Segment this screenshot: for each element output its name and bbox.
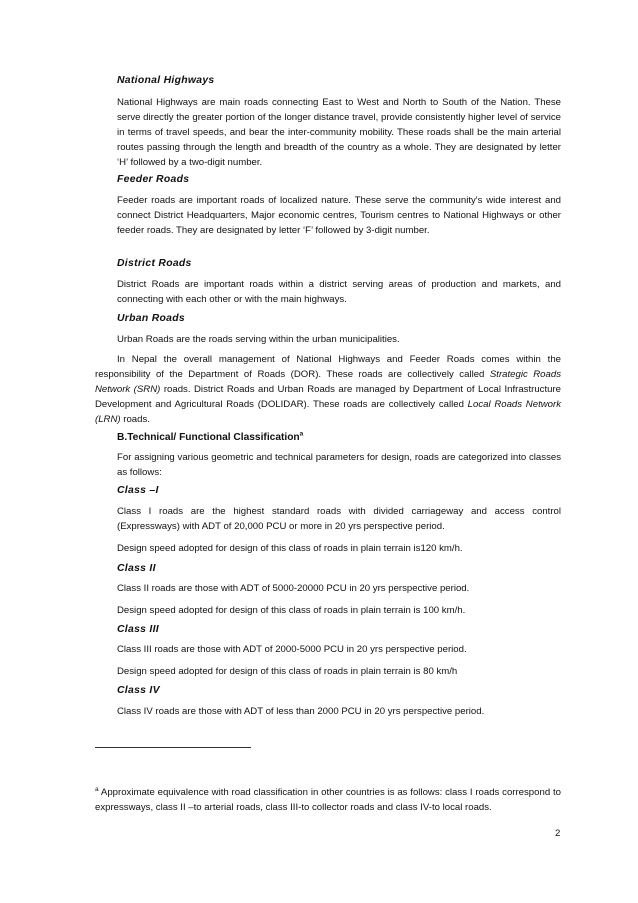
nepal-text-part-3: roads. [120,414,150,425]
class-3-heading: Class III [117,624,159,635]
srn-term: Strategic Roads Network (SRN) [95,369,561,395]
technical-classification-heading [117,432,303,443]
class-2-design-speed: Design speed adopted for design of this class of roads in plain terrain is 100 km/h. [117,605,466,616]
footnote [95,785,561,815]
footnote-mark: a [95,785,99,793]
urban-roads-paragraph: Urban Roads are the roads serving within the urban municipalities. [117,334,400,345]
feeder-roads-heading: Feeder Roads [117,174,190,185]
nepal-management-paragraph [95,352,561,427]
class-4-heading: Class IV [117,685,160,696]
class-3-design-speed: Design speed adopted for design of this class of roads in plain terrain is 80 km/h [117,666,458,677]
footnote-reference: a [299,430,304,438]
technical-classification-title: B.Technical/ Functional Classification [117,432,300,443]
footnote-text: Approximate equivalence with road classification in other countries is as follows: class I roads correspond to expressways, class II –to arterial roads, class III-to collector roads and class IV-to local roads. [95,787,561,813]
class-1-design-speed: Design speed adopted for design of this class of roads in plain terrain is120 km/h. [117,543,463,554]
page-number: 2 [555,828,561,839]
district-roads-paragraph: District Roads are important roads within a district serving areas of production and markets, and connecting with each other or with the main highways. [117,279,561,305]
class-3-paragraph: Class III roads are those with ADT of 2000-5000 PCU in 20 yrs perspective period. [117,644,467,655]
urban-roads-heading: Urban Roads [117,313,185,324]
class-2-paragraph: Class II roads are those with ADT of 5000-20000 PCU in 20 yrs perspective period. [117,583,470,594]
district-roads-heading: District Roads [117,258,192,269]
class-2-heading: Class II [117,563,156,574]
class-1-paragraph: Class I roads are the highest standard roads with divided carriageway and access control (Expressways) with ADT of 20,000 PCU or more in 20 yrs perspective period. [117,506,561,532]
national-highways-paragraph: National Highways are main roads connecting East to West and North to South of the Nation. These serve directly the greater portion of the longer distance travel, provide consistently higher level of service in terms of travel speeds, and bear the inter-community mobility. These roads shall be the main arterial routes passing through the length and breadth of the country as a whole. They are designated by letter ‘H’ followed by a two-digit number. [117,97,561,168]
technical-classification-paragraph: For assigning various geometric and technical parameters for design, roads are categorized into classes as follows: [117,452,561,478]
national-highways-heading: National Highways [117,75,215,86]
class-1-heading: Class –I [117,485,159,496]
nepal-text-part-2: roads. District Roads and Urban Roads are managed by Department of Local Infrastructure Development and Agricultural Roads (DOLIDAR). These roads are collectively called [95,384,562,410]
feeder-roads-paragraph: Feeder roads are important roads of localized nature. These serve the community's wide interest and connect District Headquarters, Major economic centres, Tourism centres to National Highways or other feeder roads. They are designated by letter ‘F’ followed by 3-digit number. [117,195,561,236]
lrn-term: Local Roads Network (LRN) [95,399,561,425]
nepal-text-part-1: In Nepal the overall management of National Highways and Feeder Roads comes within the responsibility of the Department of Roads (DOR). These roads are collectively called [95,354,561,380]
footnote-separator [95,747,251,748]
class-4-paragraph: Class IV roads are those with ADT of less than 2000 PCU in 20 yrs perspective period. [117,706,485,717]
